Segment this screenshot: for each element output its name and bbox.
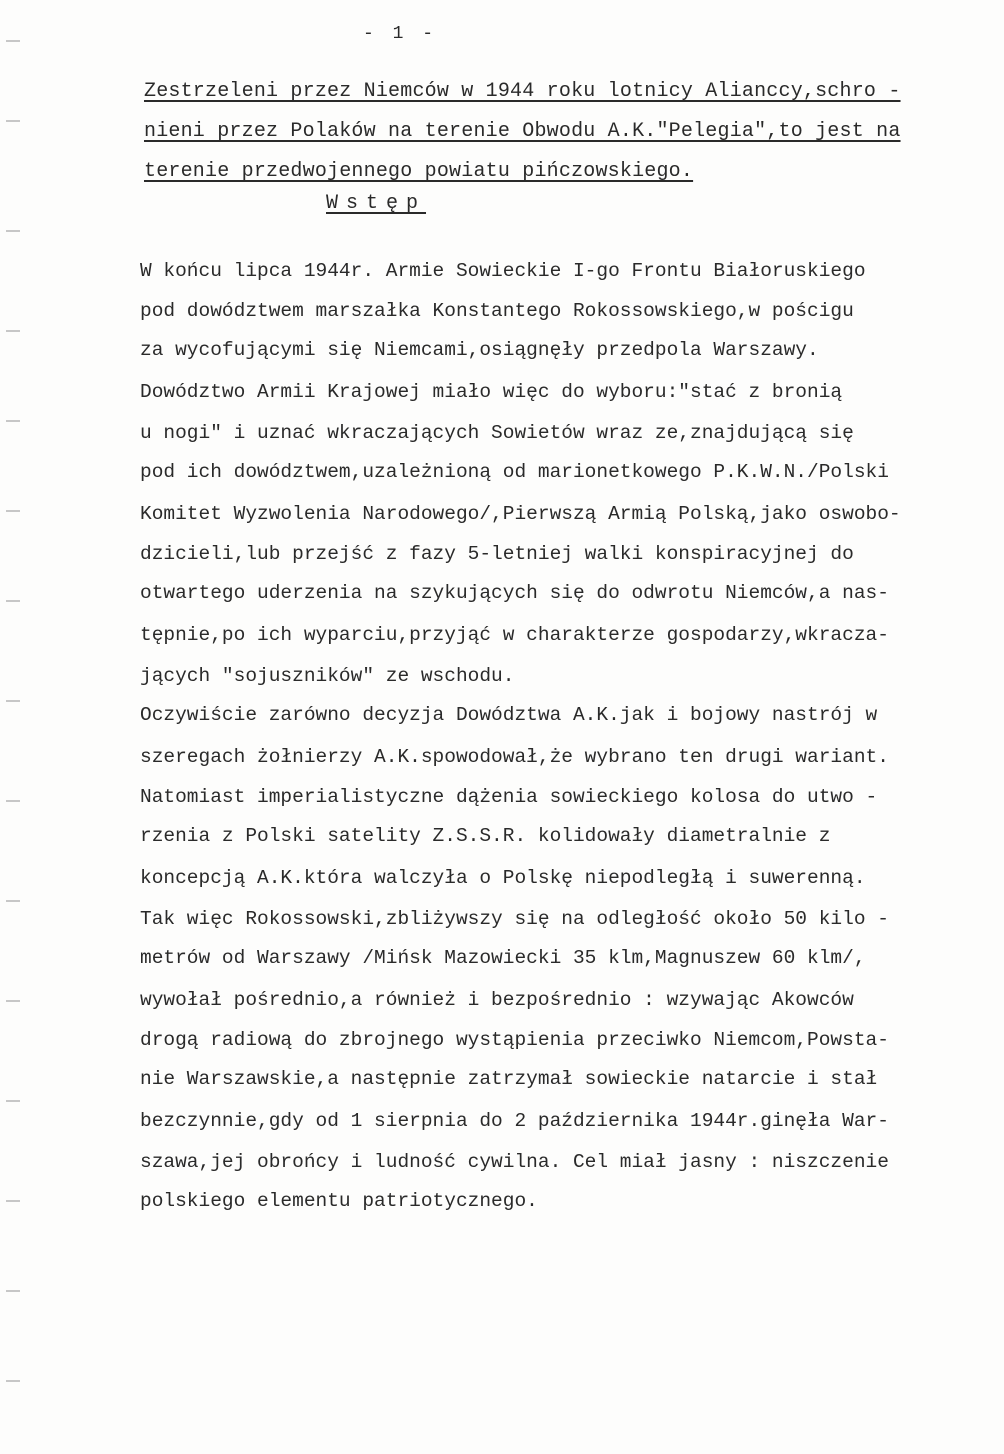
page-number: - 1 - bbox=[362, 24, 437, 44]
text-line: Tak więc Rokossowski,zbliżywszy się na odległość około 50 kilo - bbox=[140, 908, 889, 930]
document-title bbox=[144, 72, 964, 192]
text-line: W końcu lipca 1944r. Armie Sowieckie I-go Frontu Białoruskiego bbox=[140, 260, 866, 282]
title-line: nieni przez Polaków na terenie Obwodu A.K."Pelegia",to jest na bbox=[144, 120, 901, 143]
text-line: szawa,jej obrońcy i ludność cywilna. Cel miał jasny : niszczenie bbox=[140, 1151, 889, 1173]
section-heading: Wstęp bbox=[326, 192, 427, 215]
text-line: drogą radiową do zbrojnego wystąpienia przeciwko Niemcom,Powsta- bbox=[140, 1028, 889, 1051]
text-line: pod dowództwem marszałka Konstantego Rokossowskiego,w pościgu bbox=[140, 299, 854, 322]
title-line: Zestrzeleni przez Niemców w 1944 roku lotnicy Alianccy,schro - bbox=[144, 80, 901, 103]
text-line: koncepcją A.K.która walczyła o Polskę niepodległą i suwerenną. bbox=[140, 866, 866, 889]
text-line: wywołał pośrednio,a również i bezpośrednio : wzywając Akowców bbox=[140, 989, 854, 1011]
text-line: pod ich dowództwem,uzależnioną od marionetkowego P.K.W.N./Polski bbox=[140, 460, 889, 483]
text-line: nie Warszawskie,a następnie zatrzymał sowieckie natarcie i stał bbox=[140, 1068, 878, 1090]
text-line: Komitet Wyzwolenia Narodowego/,Pierwszą Armią Polską,jako oswobo- bbox=[140, 503, 901, 525]
text-line: u nogi" i uznać wkraczających Sowietów wraz ze,znajdującą się bbox=[140, 422, 854, 444]
text-line: Dowództwo Armii Krajowej miało więc do wyboru:"stać z bronią bbox=[140, 380, 843, 403]
text-line: metrów od Warszawy /Mińsk Mazowiecki 35 klm,Magnuszew 60 klm/, bbox=[140, 946, 866, 969]
text-line: jących "sojuszników" ze wschodu. bbox=[140, 665, 515, 687]
text-line: Natomiast imperialistyczne dążenia sowieckiego kolosa do utwo - bbox=[140, 785, 878, 808]
binding-edge-marks bbox=[0, 0, 22, 1454]
text-line: rzenia z Polski satelity Z.S.S.R. kolidowały diametralnie z bbox=[140, 825, 831, 847]
text-line: otwartego uderzenia na szykujących się do odwrotu Niemców,a nas- bbox=[140, 582, 889, 604]
text-line: Oczywiście zarówno decyzja Dowództwa A.K.jak i bojowy nastrój w bbox=[140, 703, 878, 726]
text-line: bezczynnie,gdy od 1 sierpnia do 2 października 1944r.ginęła War- bbox=[140, 1109, 889, 1132]
text-line: tępnie,po ich wyparciu,przyjąć w charakterze gospodarzy,wkracza- bbox=[140, 623, 889, 646]
text-line: za wycofującymi się Niemcami,osiągnęły przedpola Warszawy. bbox=[140, 339, 819, 361]
text-line: dzicieli,lub przejść z fazy 5-letniej walki konspiracyjnej do bbox=[140, 542, 854, 565]
body-text bbox=[140, 250, 990, 1222]
title-line: terenie przedwojennego powiatu pińczowskiego. bbox=[144, 160, 694, 183]
text-line: szeregach żołnierzy A.K.spowodował,że wybrano ten drugi wariant. bbox=[140, 746, 889, 768]
text-line: polskiego elementu patriotycznego. bbox=[140, 1189, 538, 1212]
